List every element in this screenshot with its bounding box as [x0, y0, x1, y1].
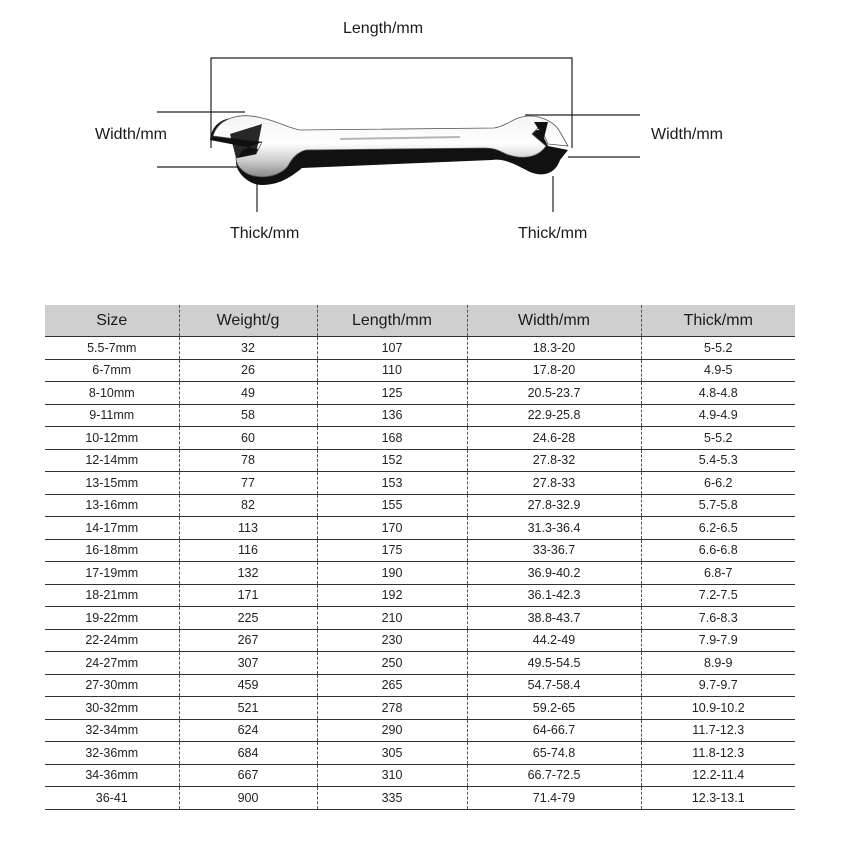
cell-thick: 12.2-11.4 — [641, 764, 795, 787]
cell-width: 20.5-23.7 — [467, 382, 641, 405]
cell-size: 13-15mm — [45, 472, 179, 495]
table-row — [45, 562, 795, 585]
cell-width: 27.8-33 — [467, 472, 641, 495]
table-row — [45, 764, 795, 787]
header-thick: Thick/mm — [641, 305, 795, 337]
cell-weight: 113 — [179, 517, 317, 540]
table-row — [45, 382, 795, 405]
cell-width: 38.8-43.7 — [467, 607, 641, 630]
table-row — [45, 494, 795, 517]
cell-length: 152 — [317, 449, 467, 472]
cell-width: 24.6-28 — [467, 427, 641, 450]
cell-length: 305 — [317, 742, 467, 765]
wrench-dimension-diagram — [0, 0, 850, 270]
cell-weight: 32 — [179, 337, 317, 360]
cell-length: 192 — [317, 584, 467, 607]
cell-length: 310 — [317, 764, 467, 787]
cell-thick: 7.9-7.9 — [641, 629, 795, 652]
header-width: Width/mm — [467, 305, 641, 337]
table-row — [45, 742, 795, 765]
thick-right-label: Thick/mm — [518, 225, 588, 242]
cell-weight: 58 — [179, 404, 317, 427]
cell-width: 54.7-58.4 — [467, 674, 641, 697]
cell-thick: 11.7-12.3 — [641, 719, 795, 742]
table-row — [45, 449, 795, 472]
table-row — [45, 517, 795, 540]
cell-weight: 116 — [179, 539, 317, 562]
cell-size: 12-14mm — [45, 449, 179, 472]
cell-thick: 6.6-6.8 — [641, 539, 795, 562]
header-weight: Weight/g — [179, 305, 317, 337]
width-left-label: Width/mm — [95, 126, 167, 143]
cell-size: 32-34mm — [45, 719, 179, 742]
cell-length: 335 — [317, 787, 467, 810]
cell-width: 66.7-72.5 — [467, 764, 641, 787]
cell-weight: 171 — [179, 584, 317, 607]
cell-thick: 7.6-8.3 — [641, 607, 795, 630]
cell-weight: 60 — [179, 427, 317, 450]
cell-weight: 459 — [179, 674, 317, 697]
cell-size: 22-24mm — [45, 629, 179, 652]
table-row — [45, 697, 795, 720]
cell-thick: 6-6.2 — [641, 472, 795, 495]
table-row — [45, 629, 795, 652]
cell-size: 34-36mm — [45, 764, 179, 787]
cell-width: 44.2-49 — [467, 629, 641, 652]
cell-weight: 624 — [179, 719, 317, 742]
table-header-row — [45, 305, 795, 337]
cell-thick: 5.4-5.3 — [641, 449, 795, 472]
cell-weight: 26 — [179, 359, 317, 382]
cell-thick: 8.9-9 — [641, 652, 795, 675]
cell-length: 210 — [317, 607, 467, 630]
cell-thick: 4.8-4.8 — [641, 382, 795, 405]
cell-thick: 9.7-9.7 — [641, 674, 795, 697]
cell-size: 10-12mm — [45, 427, 179, 450]
cell-weight: 77 — [179, 472, 317, 495]
cell-length: 136 — [317, 404, 467, 427]
cell-weight: 82 — [179, 494, 317, 517]
table-row — [45, 404, 795, 427]
cell-weight: 667 — [179, 764, 317, 787]
table-row — [45, 719, 795, 742]
table-row — [45, 584, 795, 607]
cell-width: 22.9-25.8 — [467, 404, 641, 427]
cell-weight: 78 — [179, 449, 317, 472]
cell-size: 30-32mm — [45, 697, 179, 720]
cell-thick: 5-5.2 — [641, 337, 795, 360]
cell-size: 27-30mm — [45, 674, 179, 697]
cell-size: 16-18mm — [45, 539, 179, 562]
cell-thick: 6.2-6.5 — [641, 517, 795, 540]
cell-size: 13-16mm — [45, 494, 179, 517]
cell-thick: 10.9-10.2 — [641, 697, 795, 720]
cell-length: 230 — [317, 629, 467, 652]
cell-length: 290 — [317, 719, 467, 742]
cell-width: 18.3-20 — [467, 337, 641, 360]
cell-width: 59.2-65 — [467, 697, 641, 720]
table-row — [45, 539, 795, 562]
cell-weight: 521 — [179, 697, 317, 720]
cell-length: 110 — [317, 359, 467, 382]
cell-width: 65-74.8 — [467, 742, 641, 765]
cell-thick: 5.7-5.8 — [641, 494, 795, 517]
cell-width: 31.3-36.4 — [467, 517, 641, 540]
cell-width: 36.9-40.2 — [467, 562, 641, 585]
cell-length: 168 — [317, 427, 467, 450]
cell-size: 9-11mm — [45, 404, 179, 427]
cell-thick: 4.9-4.9 — [641, 404, 795, 427]
cell-size: 8-10mm — [45, 382, 179, 405]
cell-thick: 12.3-13.1 — [641, 787, 795, 810]
cell-thick: 7.2-7.5 — [641, 584, 795, 607]
size-spec-table — [45, 305, 795, 810]
cell-width: 49.5-54.5 — [467, 652, 641, 675]
cell-width: 27.8-32 — [467, 449, 641, 472]
cell-width: 27.8-32.9 — [467, 494, 641, 517]
cell-size: 17-19mm — [45, 562, 179, 585]
table-row — [45, 674, 795, 697]
table-row — [45, 607, 795, 630]
cell-width: 36.1-42.3 — [467, 584, 641, 607]
cell-thick: 4.9-5 — [641, 359, 795, 382]
table-row — [45, 652, 795, 675]
table-row — [45, 472, 795, 495]
cell-weight: 684 — [179, 742, 317, 765]
cell-length: 125 — [317, 382, 467, 405]
width-right-label: Width/mm — [651, 126, 723, 143]
cell-width: 71.4-79 — [467, 787, 641, 810]
cell-size: 5.5-7mm — [45, 337, 179, 360]
header-length: Length/mm — [317, 305, 467, 337]
cell-length: 153 — [317, 472, 467, 495]
cell-weight: 132 — [179, 562, 317, 585]
cell-length: 107 — [317, 337, 467, 360]
cell-width: 33-36.7 — [467, 539, 641, 562]
cell-length: 278 — [317, 697, 467, 720]
cell-size: 32-36mm — [45, 742, 179, 765]
table-row — [45, 787, 795, 810]
cell-length: 265 — [317, 674, 467, 697]
cell-length: 175 — [317, 539, 467, 562]
cell-width: 64-66.7 — [467, 719, 641, 742]
cell-thick: 11.8-12.3 — [641, 742, 795, 765]
cell-weight: 49 — [179, 382, 317, 405]
cell-size: 36-41 — [45, 787, 179, 810]
length-label: Length/mm — [343, 20, 424, 37]
cell-weight: 900 — [179, 787, 317, 810]
cell-thick: 6.8-7 — [641, 562, 795, 585]
header-size: Size — [45, 305, 179, 337]
cell-thick: 5-5.2 — [641, 427, 795, 450]
cell-size: 24-27mm — [45, 652, 179, 675]
cell-length: 250 — [317, 652, 467, 675]
cell-length: 170 — [317, 517, 467, 540]
table-row — [45, 337, 795, 360]
cell-weight: 307 — [179, 652, 317, 675]
cell-size: 6-7mm — [45, 359, 179, 382]
table-row — [45, 427, 795, 450]
thick-left-label: Thick/mm — [230, 225, 300, 242]
cell-width: 17.8-20 — [467, 359, 641, 382]
cell-size: 14-17mm — [45, 517, 179, 540]
cell-size: 18-21mm — [45, 584, 179, 607]
table-row — [45, 359, 795, 382]
cell-length: 190 — [317, 562, 467, 585]
table-body — [45, 337, 795, 810]
cell-size: 19-22mm — [45, 607, 179, 630]
cell-length: 155 — [317, 494, 467, 517]
cell-weight: 225 — [179, 607, 317, 630]
cell-weight: 267 — [179, 629, 317, 652]
